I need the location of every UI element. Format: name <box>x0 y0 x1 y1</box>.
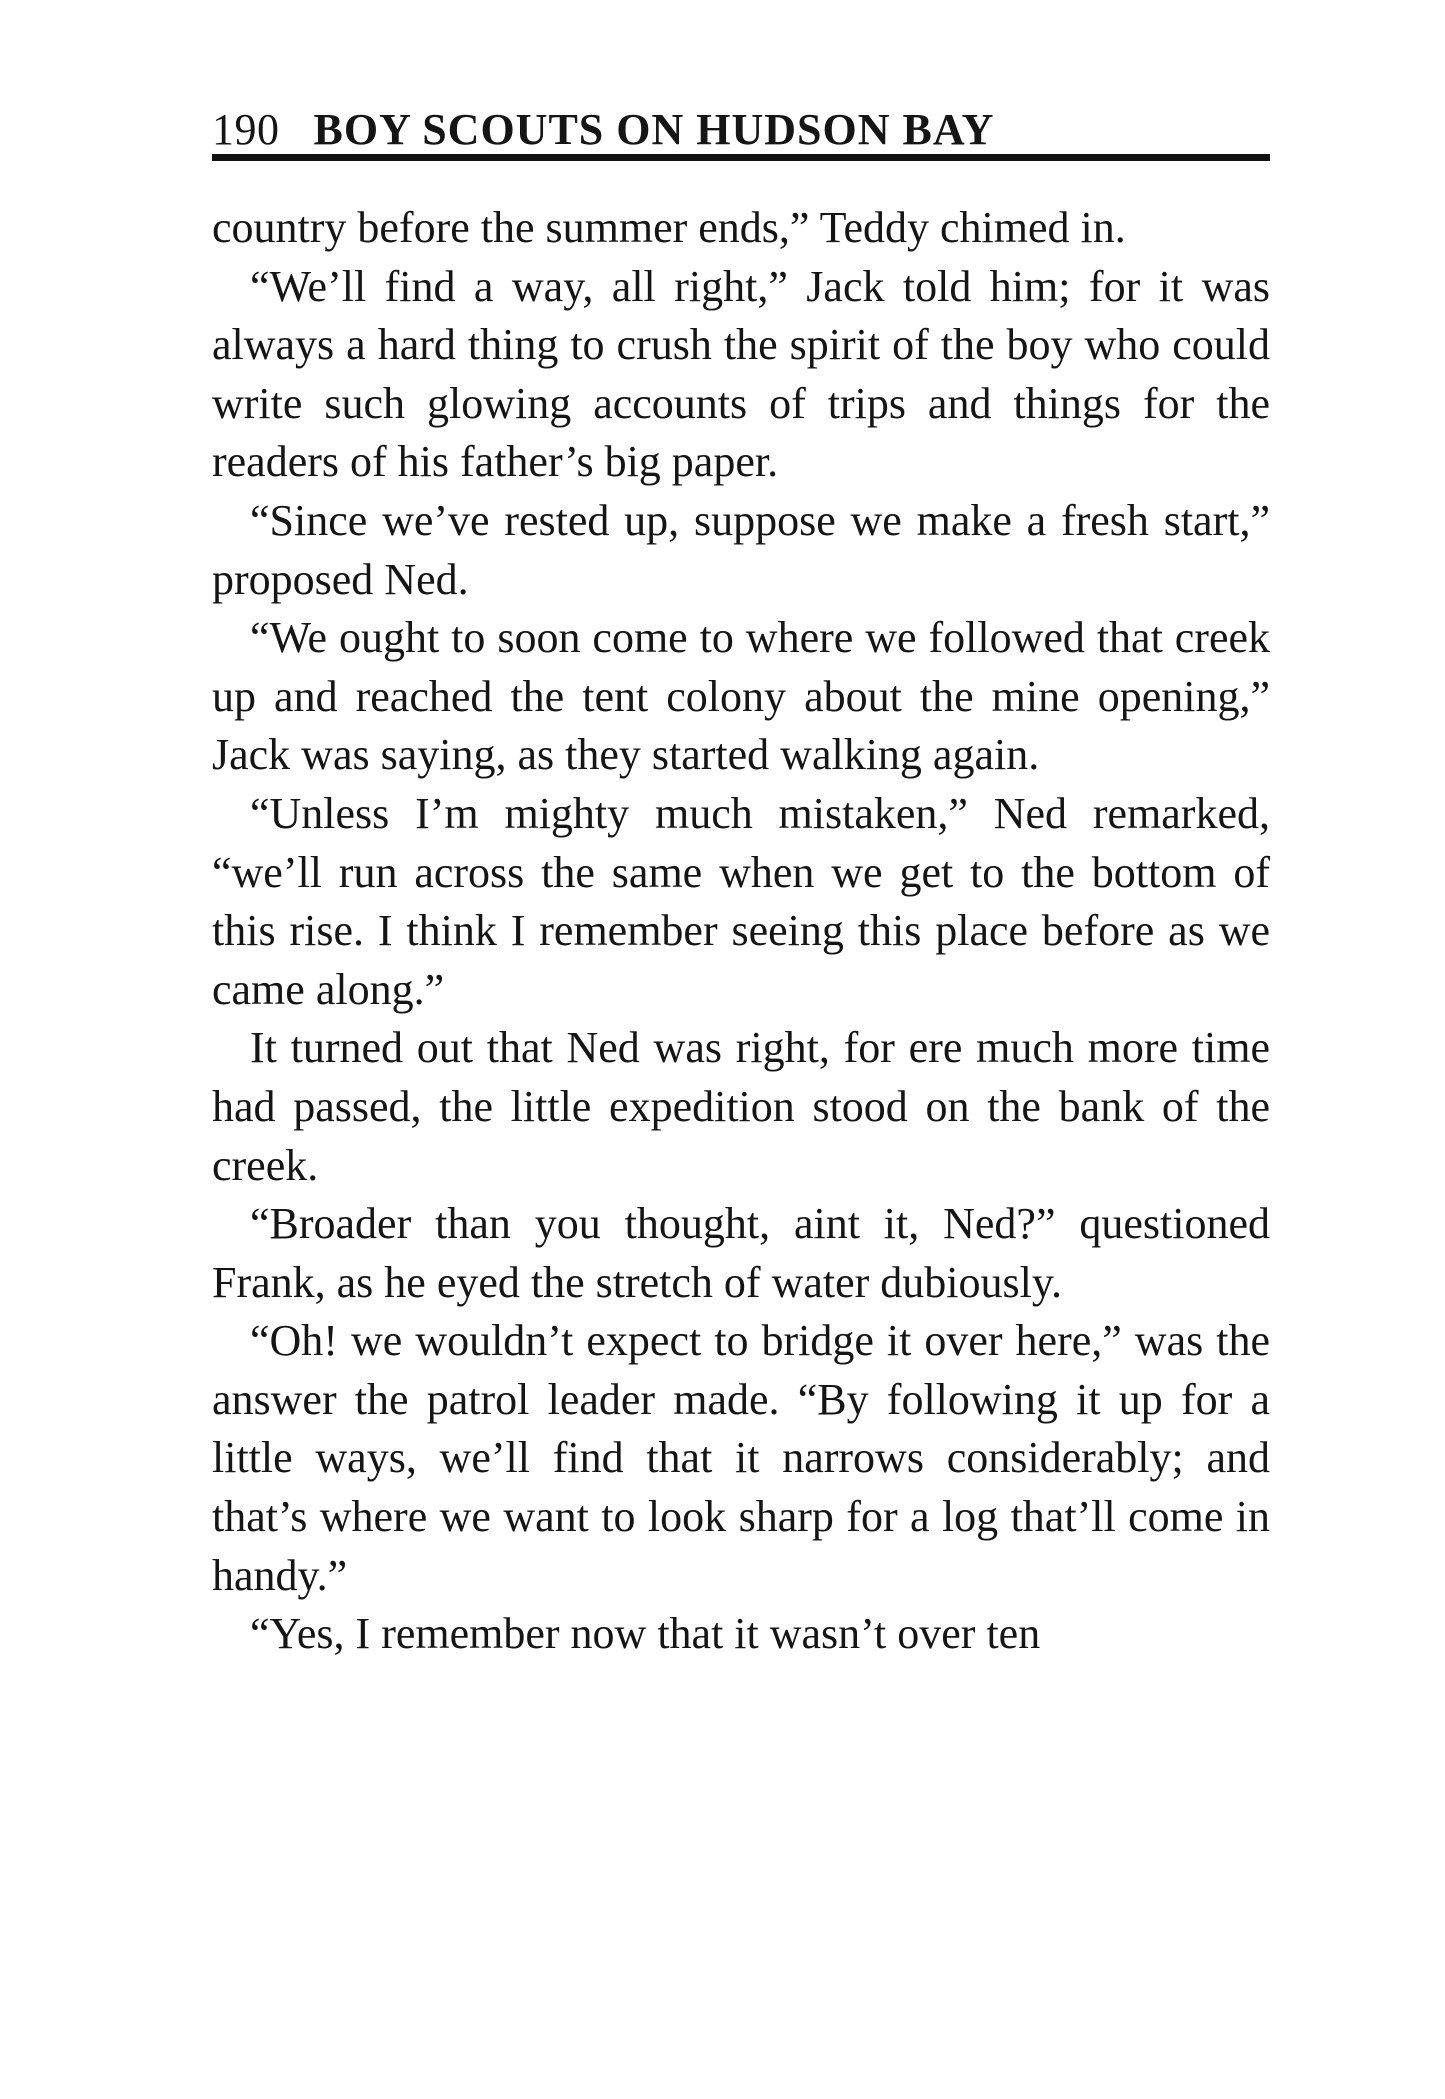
body-text <box>212 199 1270 1664</box>
paragraph: “We’ll find a way, all right,” Jack told him; for it was always a hard thing to crush the spirit of the boy who could write such glowing accounts of trips and things for the readers of his father’s big paper. <box>212 261 1270 487</box>
running-head <box>212 100 1270 152</box>
paragraph: It turned out that Ned was right, for ere much more time had passed, the little expedition stood on the bank of the creek. <box>212 1023 1270 1190</box>
paragraph-continued: country before the summer ends,” Teddy chimed in. <box>212 203 1126 252</box>
page-number: 190 <box>212 105 280 154</box>
running-title: BOY SCOUTS ON HUDSON BAY <box>313 105 995 154</box>
paragraph: “We ought to soon come to where we followed that creek up and reached the tent colony about the mine opening,” Jack was saying, as they started walking again. <box>212 613 1270 780</box>
paragraph-continues: “Yes, I remember now that it wasn’t over ten <box>250 1609 1041 1659</box>
paragraph: “Since we’ve rested up, suppose we make a fresh start,” proposed Ned. <box>212 495 1270 604</box>
paragraph: “Unless I’m mighty much mistaken,” Ned remarked, “we’ll run across the same when we get to the bottom of this rise. I think I remember seeing this place before as we came along.” <box>212 788 1270 1014</box>
paragraph: “Oh! we wouldn’t expect to bridge it over here,” was the answer the patrol leader made. “By following it up for a little ways, we’ll find that it narrows considerably; and that’s where we want to look sharp for a log that’ll come in handy.” <box>212 1316 1270 1600</box>
paragraph: “Broader than you thought, aint it, Ned?” questioned Frank, as he eyed the stretch of water dubiously. <box>212 1199 1270 1307</box>
header-rule <box>212 154 1270 161</box>
